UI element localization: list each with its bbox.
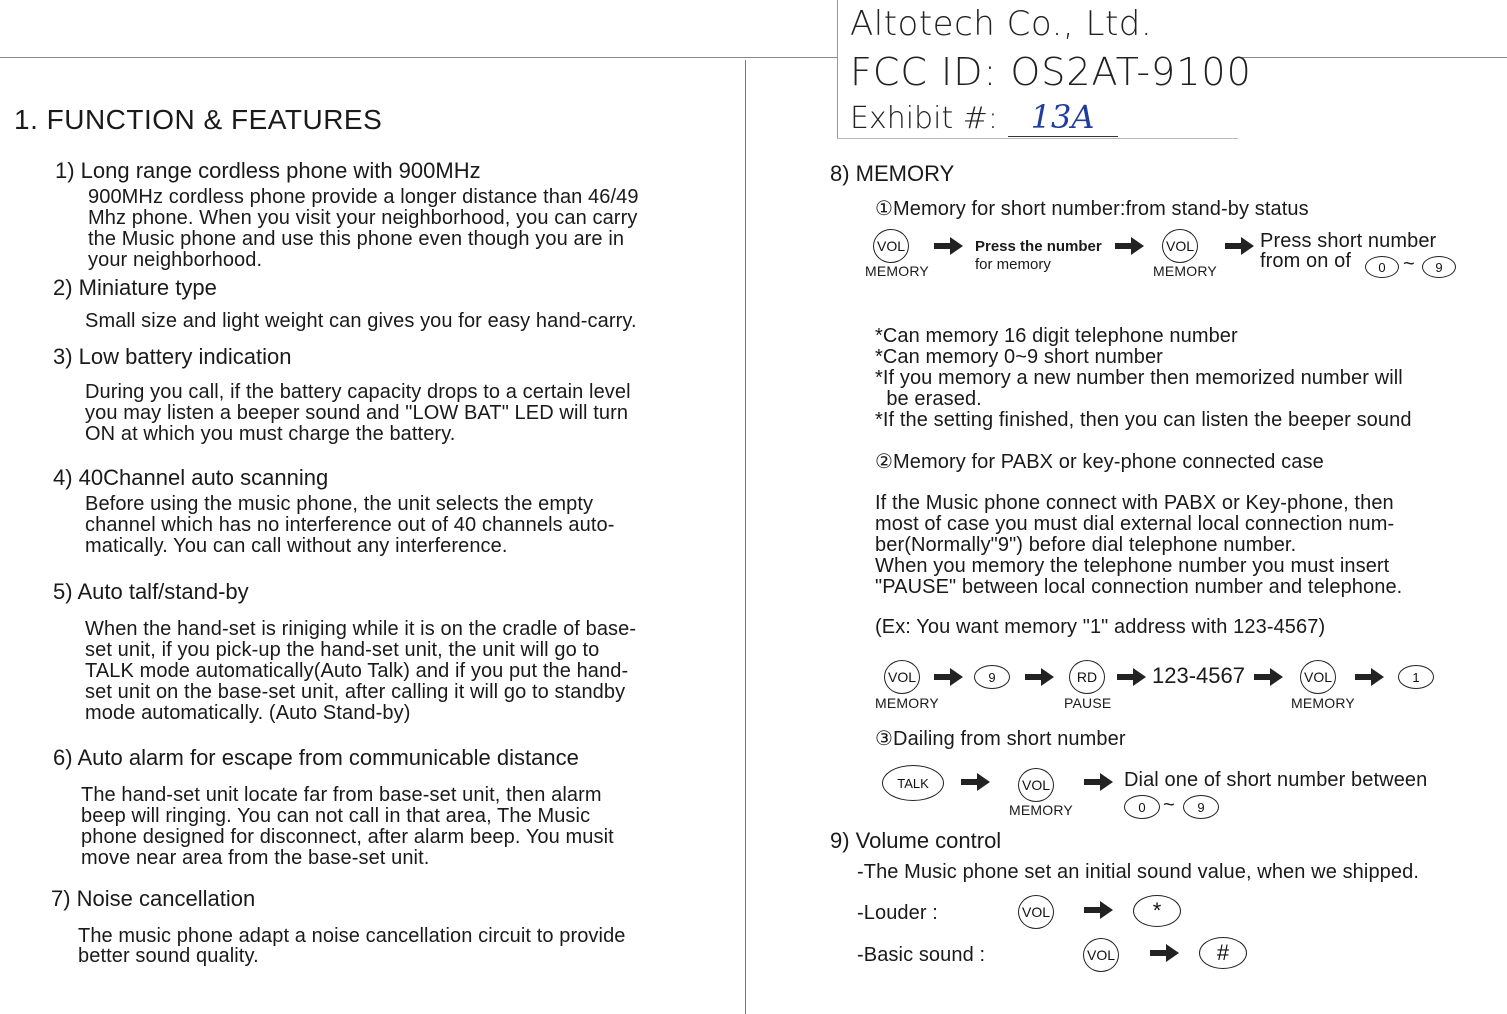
from-on-of-text: from on of <box>1260 250 1352 272</box>
vol-key-icon: VOL <box>1018 895 1054 929</box>
feature-1-line: your neighborhood. <box>88 249 263 271</box>
feature-6-line: move near area from the base-set unit. <box>81 847 430 869</box>
stamp-exhibit-number: 13A <box>1008 98 1118 137</box>
stamp-company: Altotech Co., Ltd. <box>850 4 1153 44</box>
feature-1-line: 900MHz cordless phone provide a longer distance than 46/49 <box>88 186 639 208</box>
press-short-number-text: Press short number <box>1260 230 1437 252</box>
vol-key-icon: VOL <box>873 229 909 263</box>
arrow-right-icon <box>934 236 964 256</box>
feature-1-line: the Music phone and use this phone even though you are in <box>88 228 625 250</box>
feature-1-heading: 1) Long range cordless phone with 900MHz <box>55 158 481 183</box>
memory-key-label: MEMORY <box>1153 263 1217 279</box>
key-9-icon: 9 <box>974 665 1010 689</box>
feature-1-line: Mhz phone. When you visit your neighborhood, you can carry <box>88 207 638 229</box>
memory-2-line: When you memory the telephone number you must insert <box>875 555 1390 577</box>
feature-5-line: mode automatically. (Auto Stand-by) <box>85 702 411 724</box>
feature-7-line: better sound quality. <box>78 945 259 967</box>
feature-4-heading: 4) 40Channel auto scanning <box>53 465 329 490</box>
feature-2-heading: 2) Miniature type <box>53 275 217 300</box>
feature-8-heading: 8) MEMORY <box>830 161 955 186</box>
memory-note: *If the setting finished, then you can listen the beeper sound <box>875 409 1412 431</box>
memory-2-heading: ②Memory for PABX or key-phone connected case <box>875 451 1324 473</box>
memory-note: be erased. <box>875 388 982 410</box>
section-title: 1. FUNCTION & FEATURES <box>14 104 383 135</box>
arrow-right-icon <box>1225 236 1255 256</box>
feature-6-line: beep will ringing. You can not call in that area, The Music <box>81 805 591 827</box>
arrow-right-icon <box>1084 772 1114 792</box>
arrow-right-icon <box>1117 667 1147 687</box>
feature-3-line: you may listen a beeper sound and "LOW BAT" LED will turn <box>85 402 629 424</box>
feature-2-line: Small size and light weight can gives you for easy hand-carry. <box>85 310 637 332</box>
memory-key-label: MEMORY <box>865 263 929 279</box>
rd-key-icon: RD <box>1069 660 1105 694</box>
memory-key-label: MEMORY <box>1291 695 1355 711</box>
feature-5-line: When the hand-set is riniging while it is on the cradle of base- <box>85 618 637 640</box>
basic-sound-label: -Basic sound : <box>857 944 986 966</box>
vol-key-icon: VOL <box>1162 229 1198 263</box>
stamp-fcc-id: FCC ID: OS2AT-9100 <box>850 50 1252 94</box>
feature-6-line: The hand-set unit locate far from base-set unit, then alarm <box>81 784 602 806</box>
star-key-icon: * <box>1133 895 1181 927</box>
tilde-text: ~ <box>1403 253 1415 275</box>
feature-4-line: channel which has no interference out of 40 channels auto- <box>85 514 615 536</box>
arrow-right-icon <box>1254 667 1284 687</box>
top-rule <box>0 57 1507 58</box>
memory-3-heading: ③Dailing from short number <box>875 728 1126 750</box>
key-9-icon: 9 <box>1422 256 1456 278</box>
arrow-right-icon <box>1115 236 1145 256</box>
feature-4-line: matically. You can call without any interference. <box>85 535 508 557</box>
memory-key-label: MEMORY <box>1009 802 1073 818</box>
feature-9-heading: 9) Volume control <box>830 828 1002 853</box>
fcc-stamp <box>837 0 1252 139</box>
feature-5-line: set unit, if you pick-up the hand-set unit, the unit will go to <box>85 639 600 661</box>
arrow-right-icon <box>961 772 991 792</box>
column-divider <box>745 60 746 1014</box>
feature-6-heading: 6) Auto alarm for escape from communicable distance <box>53 745 579 770</box>
feature-7-heading: 7) Noise cancellation <box>51 886 256 911</box>
hash-key-icon: # <box>1199 937 1247 969</box>
phone-number-text: 123-4567 <box>1152 663 1245 688</box>
feature-5-line: set unit on the base-set unit, after calling it will go to standby <box>85 681 626 703</box>
arrow-right-icon <box>934 667 964 687</box>
talk-key-icon: TALK <box>882 765 944 801</box>
key-0-icon: 0 <box>1365 256 1399 278</box>
feature-7-line: The music phone adapt a noise cancellation circuit to provide <box>78 925 626 947</box>
memory-2-line: ber(Normally"9") before dial telephone number. <box>875 534 1297 556</box>
feature-4-line: Before using the music phone, the unit selects the empty <box>85 493 594 515</box>
memory-2-line: most of case you must dial external local connection num- <box>875 513 1395 535</box>
feature-5-heading: 5) Auto talf/stand-by <box>53 579 249 604</box>
volume-description: -The Music phone set an initial sound value, when we shipped. <box>857 861 1419 883</box>
vol-key-icon: VOL <box>1300 660 1336 694</box>
key-1-icon: 1 <box>1398 665 1434 689</box>
memory-note: *Can memory 0~9 short number <box>875 346 1163 368</box>
key-9-icon: 9 <box>1183 795 1219 819</box>
feature-3-heading: 3) Low battery indication <box>53 344 292 369</box>
stamp-exhibit <box>850 98 1118 137</box>
memory-1-heading: ①Memory for short number:from stand-by status <box>875 198 1309 220</box>
arrow-right-icon <box>1084 900 1114 920</box>
dial-short-number-text: Dial one of short number between <box>1124 769 1428 791</box>
memory-key-label: MEMORY <box>875 695 939 711</box>
arrow-right-icon <box>1025 667 1055 687</box>
arrow-right-icon <box>1355 667 1385 687</box>
stamp-exhibit-label: Exhibit #: <box>850 101 998 136</box>
pause-key-label: PAUSE <box>1064 695 1112 711</box>
feature-3-line: ON at which you must charge the battery. <box>85 423 456 445</box>
arrow-right-icon <box>1150 943 1180 963</box>
feature-6-line: phone designed for disconnect, after alarm beep. You musit <box>81 826 614 848</box>
tilde-text: ~ <box>1163 794 1175 816</box>
vol-key-icon: VOL <box>1018 768 1054 802</box>
memory-note: *If you memory a new number then memorized number will <box>875 367 1403 389</box>
vol-key-icon: VOL <box>884 660 920 694</box>
memory-2-example: (Ex: You want memory "1" address with 123-4567) <box>875 616 1326 638</box>
feature-5-line: TALK mode automatically(Auto Talk) and if you put the hand- <box>85 660 629 682</box>
key-0-icon: 0 <box>1124 795 1160 819</box>
memory-2-line: "PAUSE" between local connection number and telephone. <box>875 576 1403 598</box>
for-memory-text: for memory <box>975 256 1051 273</box>
feature-3-line: During you call, if the battery capacity drops to a certain level <box>85 381 631 403</box>
louder-label: -Louder : <box>857 902 938 924</box>
vol-key-icon: VOL <box>1083 938 1119 972</box>
memory-2-line: If the Music phone connect with PABX or Key-phone, then <box>875 492 1394 514</box>
press-number-text: Press the number <box>975 238 1102 255</box>
memory-note: *Can memory 16 digit telephone number <box>875 325 1238 347</box>
